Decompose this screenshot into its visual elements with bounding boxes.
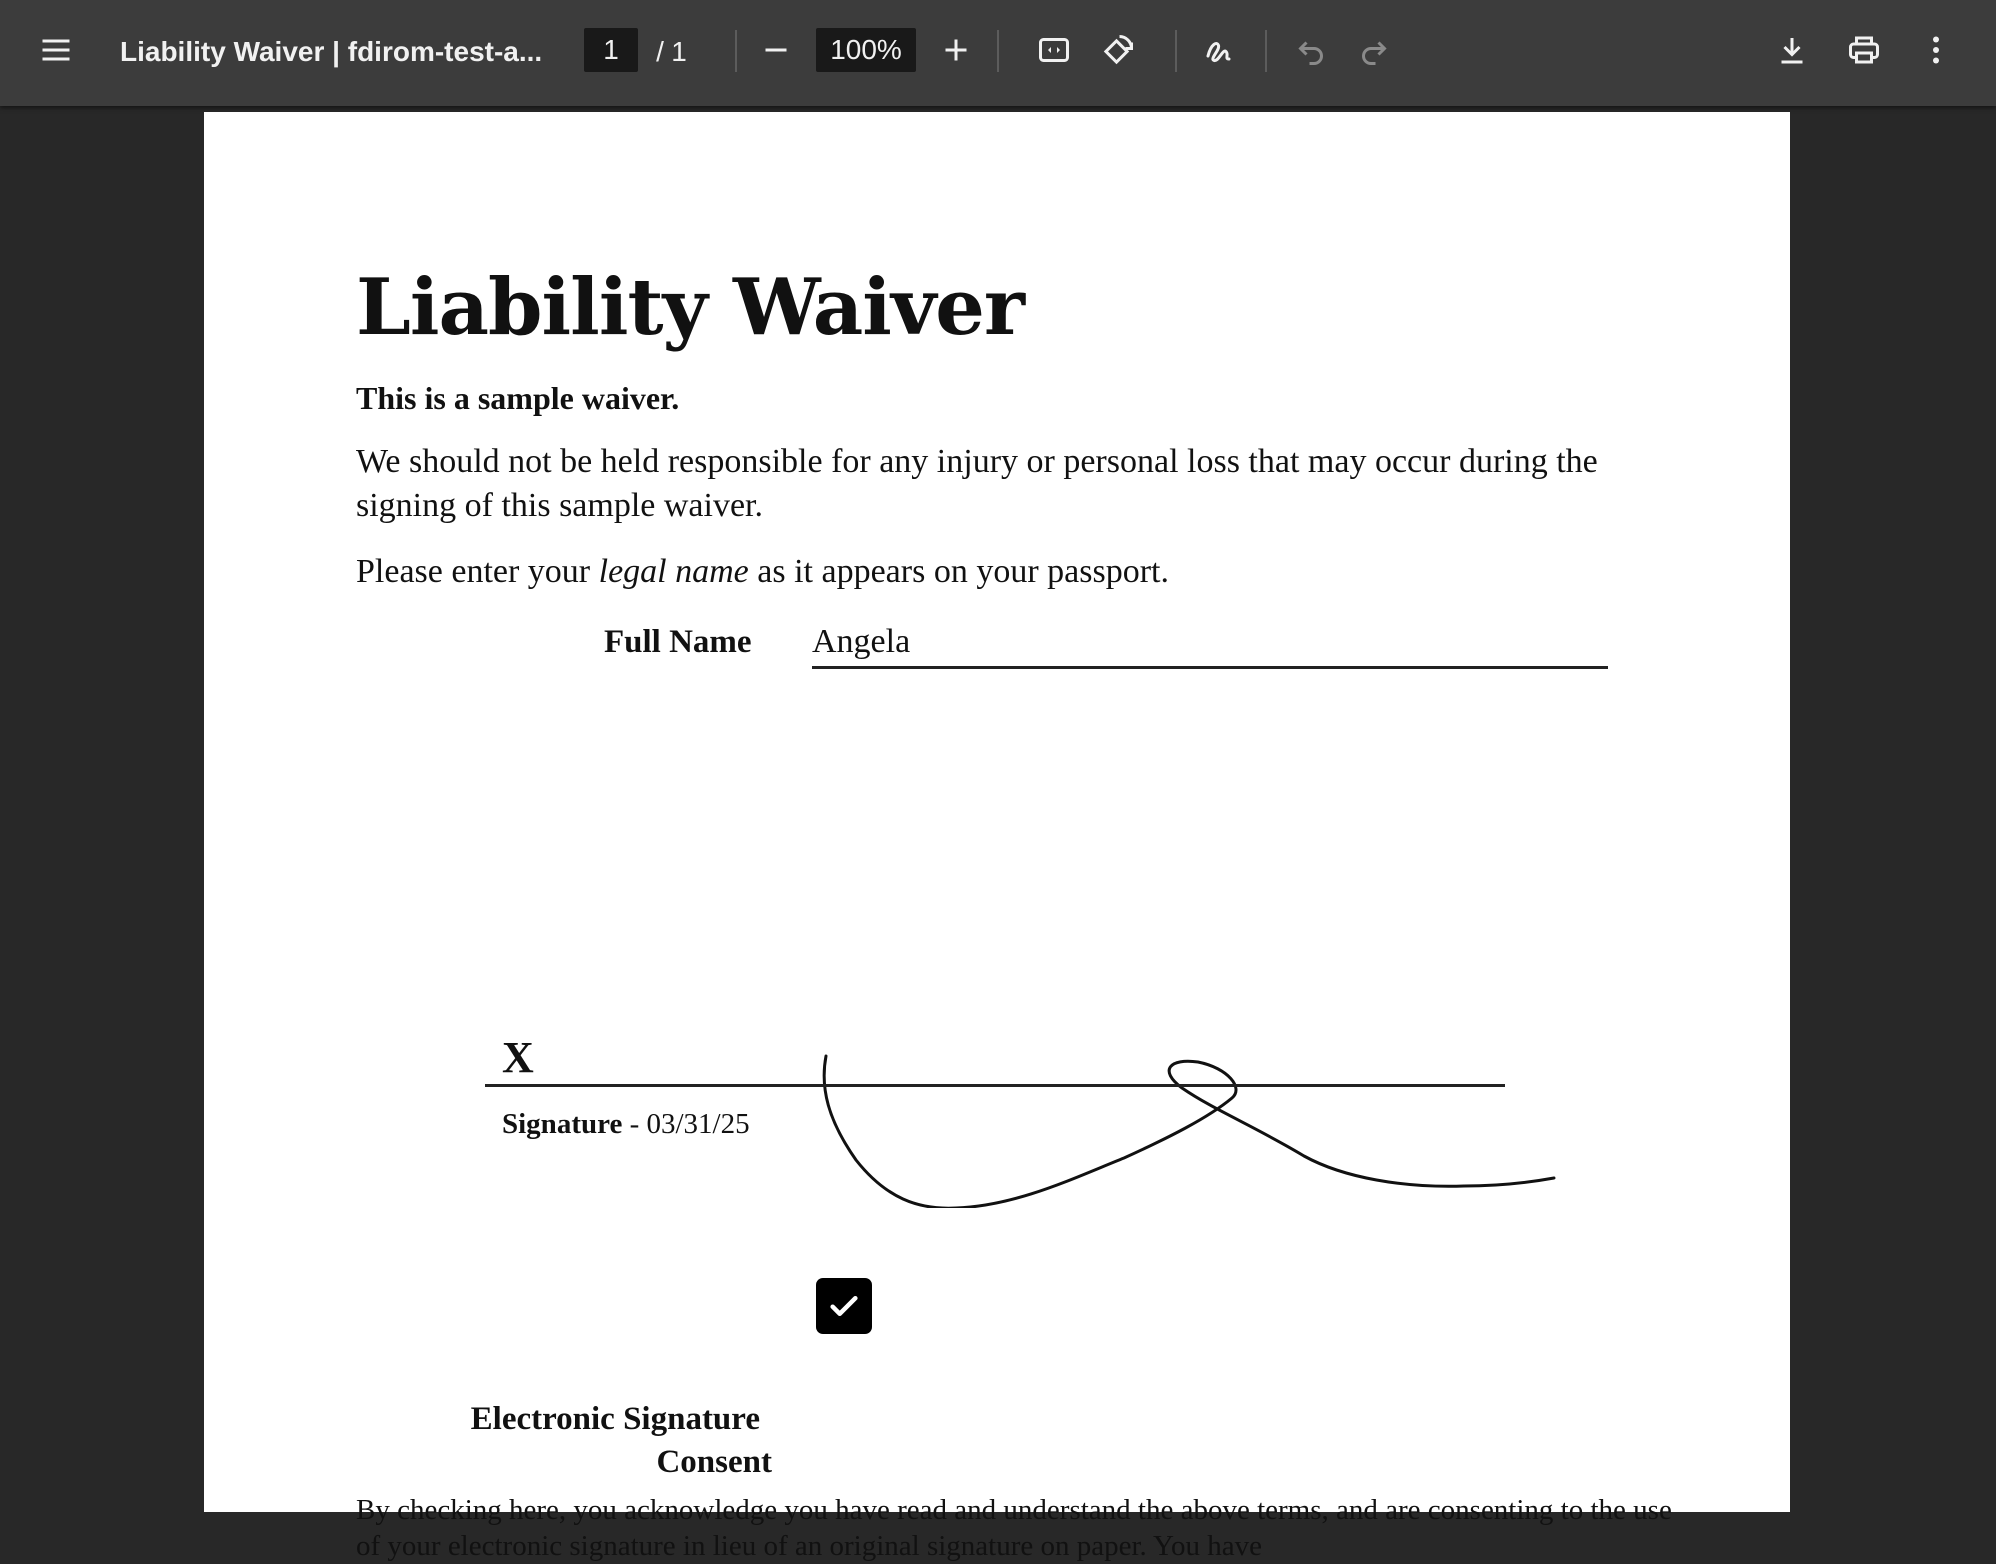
fit-page-icon[interactable] [1026,22,1082,78]
waiver-subtitle: This is a sample waiver. [356,380,680,416]
pdf-page [204,112,1790,1562]
zoom-out-icon[interactable] [748,22,804,78]
rotate-icon[interactable] [1090,22,1146,78]
waiver-paragraph: We should not be held responsible for any injury or personal loss that may occur during the signing of this sample waiver. [356,443,1598,524]
toolbar-divider [1175,30,1177,72]
instruction-text: as it appears on your passport. [748,553,1169,590]
toolbar-divider [997,30,999,72]
consent-label-line: Electronic Signature [470,1401,760,1437]
full-name-field[interactable]: Angela [812,618,1608,669]
print-icon[interactable] [1836,22,1892,78]
zoom-level-input[interactable]: 100% [816,28,916,72]
page-separator: / [656,36,664,67]
full-name-label: Full Name [604,624,752,660]
page-number-input[interactable]: 1 [584,28,638,72]
document-title: Liability Waiver | fdirom-test-a... [120,36,543,67]
pdf-toolbar [0,0,1996,106]
toolbar-divider [1265,30,1267,72]
signature-caption [502,1108,750,1141]
instruction-text: Please enter your [356,553,599,590]
more-vert-icon[interactable] [1908,22,1964,78]
consent-label [434,1398,772,1484]
checkmark-icon [827,1289,861,1323]
consent-checkbox[interactable] [816,1278,872,1334]
download-icon[interactable] [1764,22,1820,78]
consent-text: By checking here, you acknowledge you have read and understand the above terms, and are consenting to the use of your electronic signature in lieu of an original signature on paper. You have [356,1494,1672,1562]
toolbar-divider [735,30,737,72]
menu-icon[interactable] [28,22,84,78]
handwritten-signature[interactable] [784,938,1664,1208]
name-instruction [356,550,1696,594]
signature-label: Signature [502,1108,623,1140]
undo-icon[interactable] [1283,22,1339,78]
page-total: 1 [671,36,687,67]
consent-label-line: Consent [656,1444,772,1480]
zoom-in-icon[interactable] [928,22,984,78]
signature-x-mark: X [502,1033,534,1082]
annotate-icon[interactable] [1192,22,1248,78]
instruction-emphasis: legal name [598,553,749,590]
waiver-title: Liability Waiver [356,262,1024,353]
signature-date: - 03/31/25 [622,1108,750,1140]
signature-line [485,1084,1505,1087]
redo-icon[interactable] [1346,22,1402,78]
